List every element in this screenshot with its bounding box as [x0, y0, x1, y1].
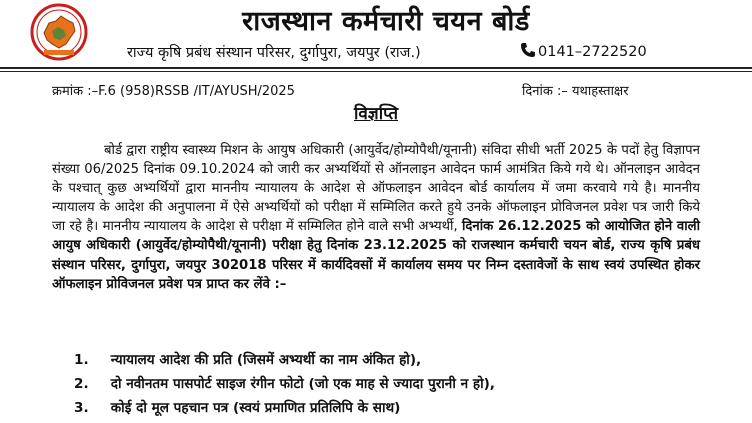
list-item-number: 1. [74, 352, 89, 368]
list-item-text: कोई दो मूल पहचान पत्र (स्वयं प्रमाणित प्रतिलिपि के साथ) [110, 399, 401, 416]
notice-body-text: बोर्ड द्वारा राष्ट्रीय स्वास्थ्य मिशन के आयुष अधिकारी (आयुर्वेद/होम्योपैथी/यूनानी) संविदा सीधी भर्ती 2025 के पदों हेतु विज्ञापन संख्या 06/2025 दिनांक 09.10.2024 को जारी कर अभ्यर्थियों से ऑनलाइन आवेदन फार्म आमंत्रित किये गये थे। ऑनलाइन आवेदन के पश्चात् कुछ अभ्यर्थियों द्वारा माननीय न्यायालय के आदेश से ऑफलाइन आवेदन बोर्ड कार्यालय में जमा करवाये गये है। माननीय न्यायालय के आदेश की अनुपालना में ऐसे अभ्यर्थियों को परीक्षा में सम्मिलित करते हुये उनके ऑफलाइन प्रोविजनल प्रवेश पत्र जारी किये जा रहे है। माननीय न्यायालय के आदेश से परीक्षा में सम्मिलित होने वाले सभी अभ्यर्थी, [52, 143, 700, 235]
notice-body-bold: दिनांक 26.12.2025 को आयोजित होने वाली आयुष अधिकारी (आयुर्वेद/होम्योपैथी/यूनानी) परीक्षा हेतु दिनांक 23.12.2025 को राजस्थान कर्मचारी चयन बोर्ड, राज्य कृषि प्रबंध संस्थान परिसर, दुर्गापुरा, जयपुर 302018 परिसर में कार्यदिवसों में कार्यालय समय पर निम्न दस्तावेजों के साथ स्वयं उपस्थित होकर ऑफलाइन प्रोविजनल प्रवेश पत्र प्राप्त कर लेंवे :– [52, 219, 701, 292]
phone-number [520, 42, 647, 62]
phone-icon [520, 42, 536, 62]
list-item-text: न्यायालय आदेश की प्रति (जिसमें अभ्यर्थी का नाम अंकित हो), [110, 352, 422, 368]
list-item-number: 3. [74, 399, 89, 416]
reference-number: क्रमांक :–F.6 (958)RSSB /IT/AYUSH/2025 [52, 84, 295, 99]
list-item-number: 2. [74, 375, 89, 392]
list-item [52, 373, 712, 397]
notice-heading: विज्ञप्ति [353, 104, 399, 124]
notice-body [52, 141, 700, 294]
header-divider [0, 67, 752, 69]
list-item-text: दो नवीनतम पासपोर्ट साइज रंगीन फोटो (जो एक माह से ज्यादा पुरानी न हो), [110, 375, 495, 392]
notice-date: दिनांक :– यथाहस्ताक्षर [522, 84, 629, 99]
list-item [52, 349, 712, 373]
list-item [52, 397, 712, 421]
phone-text: 0141–2722520 [538, 44, 647, 60]
organization-address: राज्य कृषि प्रबंध संस्थान परिसर, दुर्गापुरा, जयपुर (राज.) [127, 45, 421, 61]
organization-title: राजस्थान कर्मचारी चयन बोर्ड [242, 6, 530, 37]
header-divider-thin [0, 71, 752, 72]
document-list [52, 349, 712, 420]
